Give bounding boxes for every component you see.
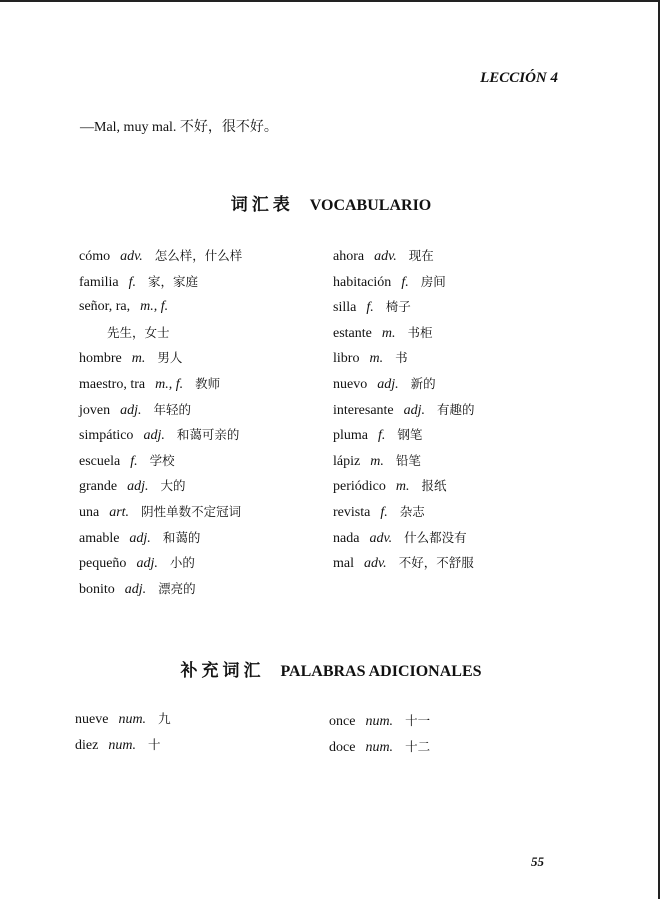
entry-grammar: adv. [364,556,387,572]
additional-words-left-column [75,706,171,758]
entry-word: pluma [333,428,368,444]
entry-word: mal [333,556,354,572]
vocab-entry [333,397,475,423]
vocab-entry [333,345,475,371]
vocab-entry [79,243,242,269]
entry-grammar: f. [128,274,137,290]
entry-translation: 男人 [157,350,183,366]
entry-grammar: adj. [127,479,149,495]
entry-translation: 大的 [160,478,186,494]
entry-grammar: m. [381,325,396,341]
vocab-entry [79,397,242,423]
entry-word: habitación [333,274,392,290]
vocab-entry [79,294,242,320]
entry-translation: 十一 [405,713,431,728]
entry-grammar: adj. [377,376,399,392]
vocab-entry [79,499,242,525]
entry-translation: 漂亮的 [158,580,196,596]
entry-word: familia [79,274,119,290]
entry-translation: 椅子 [385,299,411,315]
entry-grammar: adj. [143,428,165,444]
entry-word: una [79,504,100,520]
vocab-entry [333,550,475,576]
entry-word: grande [79,479,118,495]
vocab-entry [75,706,171,732]
vocabulary-heading [0,190,662,215]
entry-grammar: art. [109,504,130,520]
vocab-entry [79,550,242,576]
entry-word: diez [75,738,99,753]
entry-word: maestro, tra [79,376,146,392]
entry-translation: 和蔼可亲的 [176,427,240,443]
entry-grammar: m. [395,479,410,495]
vocabulary-left-column [79,243,242,601]
entry-translation: 现在 [408,248,434,263]
entry-translation: 书柜 [407,324,433,340]
additional-words-heading-es: PALABRAS ADICIONALES [280,663,482,680]
entry-grammar: adv. [374,249,397,264]
vocab-entry [333,320,475,346]
additional-words-heading-zh: 补充词汇 [180,661,265,680]
entry-grammar: m. [370,453,384,469]
entry-word: nuevo [333,376,368,392]
vocab-entry [333,473,475,499]
vocab-entry [333,525,475,551]
vocab-entry [79,371,242,397]
entry-translation: 新的 [410,375,436,391]
entry-word: interesante [333,402,394,418]
vocab-entry [79,269,242,295]
entry-translation: 学校 [149,452,175,468]
entry-word: amable [79,530,120,546]
additional-words-right-column [329,708,430,760]
vocab-entry [333,422,475,448]
entry-translation: 家，家庭 [148,273,199,289]
vocab-entry [329,734,430,760]
entry-translation: 十 [147,737,161,752]
entry-translation: 先生，女士 [107,324,170,340]
entry-word: lápiz [333,453,361,469]
vocab-entry [79,576,242,602]
entry-grammar: num. [118,712,147,727]
entry-word: pequeño [79,556,127,572]
vocab-entry [333,499,475,525]
entry-word: nada [333,530,360,546]
entry-translation: 年轻的 [153,401,192,417]
vocab-entry [333,294,475,320]
entry-grammar: f. [378,428,386,444]
additional-words-heading [0,656,662,681]
vocab-entry [79,525,242,551]
entry-grammar: num. [108,738,136,753]
running-head: LECCIÓN 4 [480,70,558,86]
entry-grammar: m. [369,351,384,367]
entry-translation: 房间 [420,273,446,289]
entry-translation: 阴性单数不定冠词 [141,503,242,519]
entry-translation: 小的 [169,555,195,571]
dialogue-line: —Mal, muy mal. 不好，很不好。 [80,120,278,135]
entry-word: ahora [333,249,365,264]
entry-word: cómo [79,249,111,264]
entry-word: bonito [79,581,115,597]
entry-translation: 报纸 [421,478,447,494]
entry-translation: 铅笔 [395,452,421,468]
vocabulary-heading-es: VOCABULARIO [309,197,432,214]
entry-word: hombre [79,351,122,367]
vocab-entry [333,243,475,269]
entry-word: periódico [333,479,386,495]
vocab-entry [79,422,242,448]
entry-word: doce [329,740,356,755]
vocab-entry [333,269,475,295]
entry-grammar: f. [366,300,374,316]
entry-translation: 书 [395,350,408,366]
entry-translation: 钢笔 [397,427,423,443]
entry-grammar: adj. [124,581,147,597]
entry-translation: 九 [158,711,171,726]
entry-translation: 十二 [405,739,431,754]
entry-grammar: f. [401,274,409,290]
entry-grammar: num. [365,740,394,755]
vocab-entry [79,473,242,499]
vocab-entry [333,371,475,397]
entry-grammar: adj. [136,556,158,572]
entry-word: joven [79,402,111,418]
entry-word: revista [333,504,371,520]
entry-grammar: m., f. [140,299,169,315]
entry-translation: 教师 [195,375,221,391]
vocab-entry [333,448,475,474]
entry-word: simpático [79,428,134,444]
entry-grammar: m. [131,351,146,367]
entry-grammar: adj. [129,530,151,546]
entry-word: once [329,714,356,729]
vocab-entry [79,448,242,474]
entry-grammar: adv. [369,530,393,546]
entry-grammar: f. [380,504,388,520]
entry-grammar: m., f. [155,376,184,392]
vocab-entry [79,345,242,371]
entry-word: señor, ra, [79,299,131,315]
entry-word: libro [333,351,360,367]
entry-translation: 不好，不舒服 [398,555,474,571]
vocabulary-right-column [333,243,475,576]
entry-word: silla [333,300,357,316]
entry-grammar: adj. [403,402,426,418]
vocabulary-heading-zh: 词汇表 [230,195,294,214]
entry-translation: 和蔼的 [162,529,201,545]
entry-word: estante [333,325,372,341]
vocab-entry [75,732,171,758]
entry-grammar: adj. [120,402,142,418]
vocab-entry [329,708,430,734]
entry-translation: 怎么样，什么样 [154,248,243,263]
entry-grammar: f. [130,453,138,469]
entry-translation: 什么都没有 [404,529,467,545]
entry-grammar: adv. [120,249,143,264]
entry-grammar: num. [365,714,394,729]
entry-word: nueve [75,712,109,727]
vocab-entry [79,320,242,346]
page-number: 55 [531,854,544,869]
entry-translation: 有趣的 [437,401,475,417]
entry-word: escuela [79,453,121,469]
entry-translation: 杂志 [399,503,425,519]
